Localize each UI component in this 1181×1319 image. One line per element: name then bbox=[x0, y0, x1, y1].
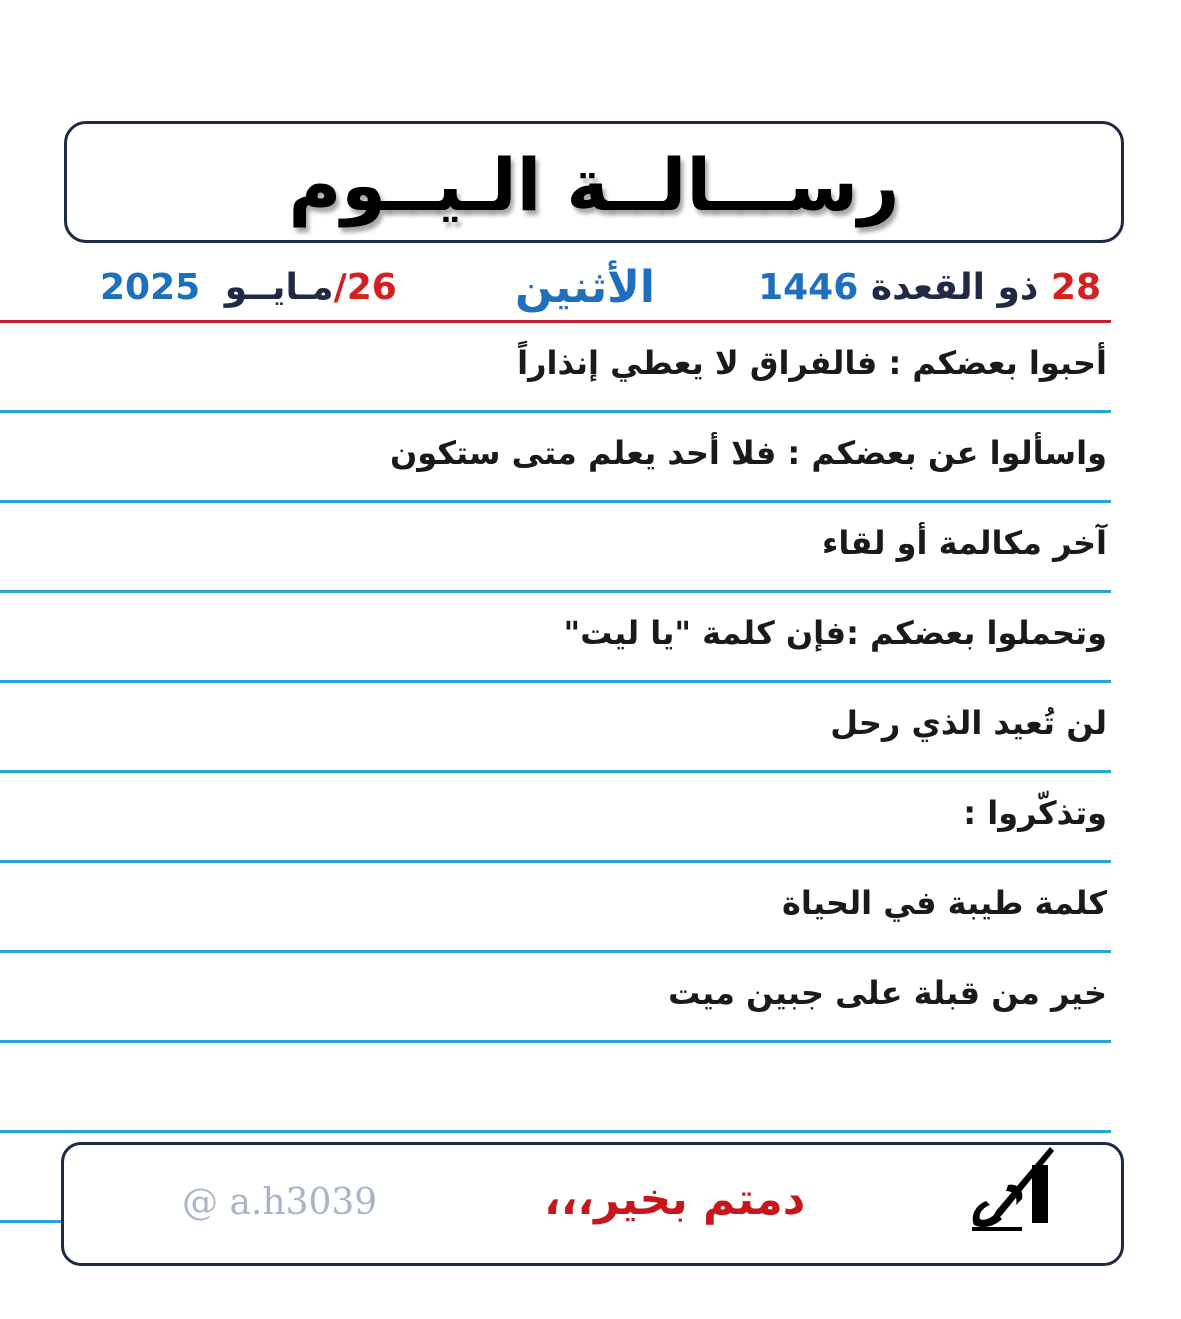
hijri-month: ذو القعدة bbox=[870, 267, 1039, 308]
author-handle: @ a.h3039 bbox=[182, 1182, 378, 1223]
message-line: واسألوا عن بعضكم : فلا أحد يعلم متى ستكون bbox=[0, 413, 1111, 503]
farewell-text: دمتم بخير،،، bbox=[544, 1174, 806, 1225]
message-line: أحبوا بعضكم : فالفراق لا يعطي إنذاراً bbox=[0, 323, 1111, 413]
hijri-date bbox=[758, 258, 1101, 318]
weekday: الأثنين bbox=[515, 262, 655, 313]
gregorian-year: 2025 bbox=[100, 267, 201, 308]
message-lines bbox=[0, 323, 1111, 1223]
hijri-year: 1446 bbox=[758, 267, 859, 308]
footer-frame bbox=[61, 1142, 1124, 1266]
gregorian-month: مـايــو bbox=[224, 267, 334, 308]
page-title: رســـالــة الـيــوم bbox=[288, 143, 900, 227]
gregorian-separator: / bbox=[333, 267, 347, 308]
pen-writing-icon bbox=[962, 1145, 1062, 1235]
title-frame bbox=[64, 121, 1124, 243]
message-line bbox=[0, 1043, 1111, 1133]
message-line: خير من قبلة على جبين ميت bbox=[0, 953, 1111, 1043]
gregorian-day: 26 bbox=[346, 267, 397, 308]
message-line: وتذكّروا : bbox=[0, 773, 1111, 863]
message-line: وتحملوا بعضكم :فإن كلمة "يا ليت" bbox=[0, 593, 1111, 683]
gregorian-date bbox=[100, 258, 397, 318]
message-line: كلمة طيبة في الحياة bbox=[0, 863, 1111, 953]
message-line: آخر مكالمة أو لقاء bbox=[0, 503, 1111, 593]
hijri-day: 28 bbox=[1050, 267, 1101, 308]
message-line: لن تُعيد الذي رحل bbox=[0, 683, 1111, 773]
